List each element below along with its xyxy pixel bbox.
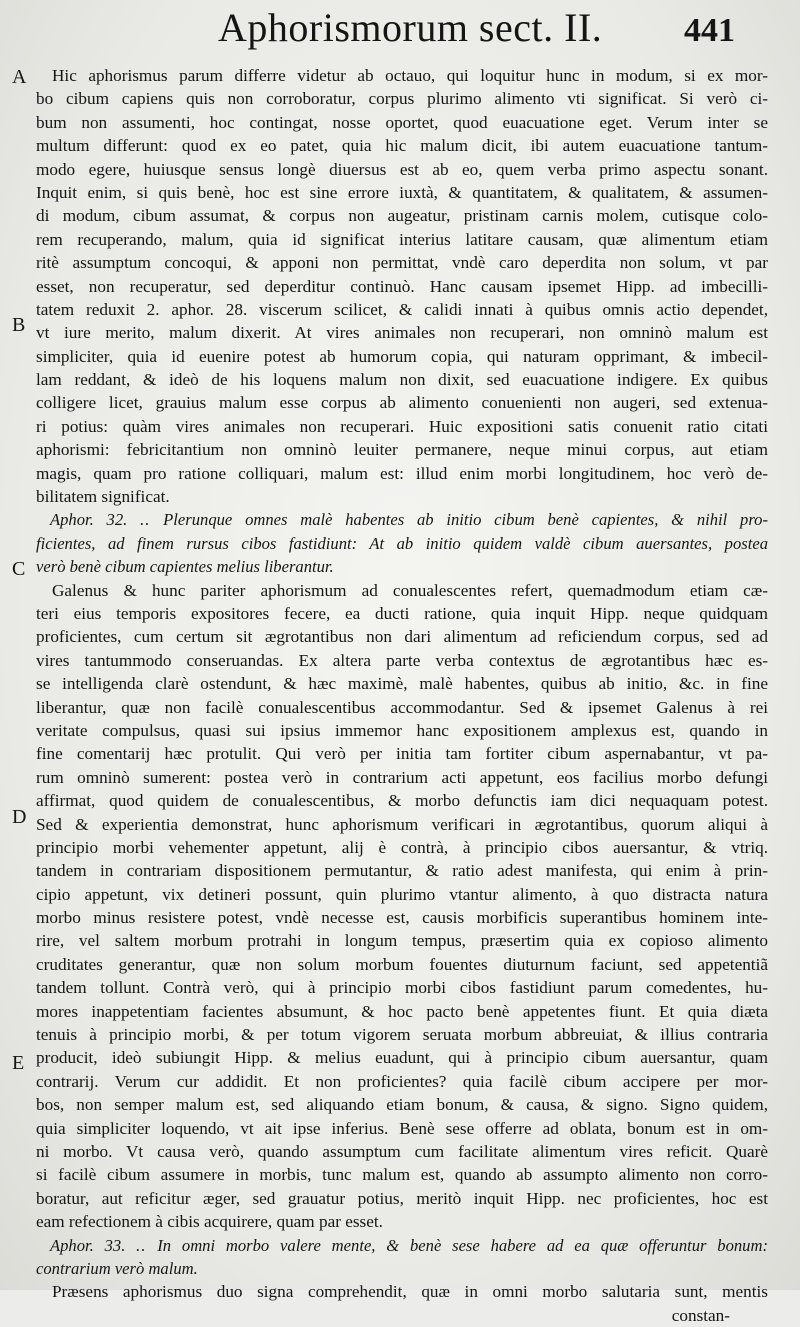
text-line: esset, non recuperatur, sed deperditur continuò. Hanc causam ipsemet Hipp. ad imbecilli-: [36, 276, 768, 296]
aphorism-line: ficientes, ad finem rursus cibos fastidiunt: At ab initio quidem valdè cibum auersantes, postea: [36, 533, 768, 553]
text-line: aphorismi: febricitantium non omninò leuiter permanere, neque minui corpus, aut etiam: [36, 440, 768, 460]
aphorism-label: Aphor. 32.: [50, 510, 128, 530]
text-line: tandem tollunt. Contrà verò, qui à principio morbi cibos fastidiunt parum comedentes, hu-: [36, 978, 768, 998]
text-line: vt iure merito, malum dixerit. At vires animales non recuperari, non omninò malum est: [36, 323, 768, 343]
text-line: producit, ideò subiungit Hipp. & melius euadunt, qui à principio cibum auersantur, quam: [36, 1048, 768, 1068]
paragraph-2: [36, 579, 768, 1234]
margin-marker-b: B: [12, 314, 26, 336]
aphorism-line: [36, 508, 768, 531]
text-line: Hic aphorismus parum differre videtur ab octauo, qui loquitur hunc in modum, si ex mor-: [52, 66, 768, 85]
running-head: Aphorismorum sect. II.: [218, 5, 603, 50]
aphorism-line: [36, 1234, 768, 1257]
aphorism-text: Plerunque omnes malè habentes ab initio cibum benè capientes, & nihil pro-: [163, 510, 768, 530]
text-line: vires tantummodo conseruandas. Ex altera parte verba contextus de ægrotantibus hæc es-: [36, 650, 768, 670]
text-line: quia simpliciter loquendo, vt ait ipse inferius. Benè sese offerre ad oblata, bonum est in om-: [36, 1118, 768, 1138]
text-line: Sed & experientia demonstrat, hunc aphorismum verificari in ægrotantibus, quorum aliqui à: [36, 814, 768, 834]
text-line: bo cibum capiens quis non corroboratur, corpus plurimo alimento vti significat. Si verò ci-: [36, 89, 768, 109]
page-header: [0, 0, 800, 56]
text-line: bilitatem significat.: [36, 487, 170, 507]
page-number: 441: [684, 12, 735, 49]
text-line: bos, non semper malum est, sed aliquando etiam bonum, & causa, & signo. Signo quidem,: [36, 1095, 768, 1115]
text-line: colligere licet, grauius malum esse corpus ab alimento conuenienti non augeri, sed extenua-: [36, 393, 768, 413]
text-line: ritè assumptum concoqui, & apponi non permittat, vndè caro deperdita non solum, vt par: [36, 253, 768, 273]
text-line: di modum, cibum assumat, & corpus non augeatur, pristinam carnis molem, cutisque colo-: [36, 206, 768, 226]
text-line: se intelligenda clarè ostendunt, & hæc maximè, malè habentes, quibus ab initio, &c. in fine: [36, 674, 768, 694]
margin-marker-c: C: [12, 558, 26, 580]
text-line: Inquit enim, si quis benè, hoc est sine errore iuxtà, & quantitatem, & qualitatem, & assumen-: [36, 182, 768, 202]
text-line: cruditates generantur, quæ non solum morbum fouentes diuturnum faciunt, sed appetentiã: [36, 954, 768, 974]
text-line: constan-: [671, 1305, 730, 1325]
aphorism-line: verò benè cibum capientes melius liberantur.: [36, 557, 334, 577]
text-line: magis, quam pro ratione colliquari, malum est: illud enim morbi longitudinem, hoc verò de-: [36, 463, 768, 483]
text-line: contrarij. Verum cur addidit. Et non proficientes? quia facilè cibum accipere per mor-: [36, 1071, 768, 1091]
text-line: si facilè cibum assumere in morbis, tunc malum est, quando ab assumpto alimento non corro-: [36, 1165, 768, 1185]
text-line: eam refectionem à cibis acquirere, quam par esset.: [36, 1212, 383, 1232]
aphorism-separator: ..: [136, 1235, 147, 1255]
text-line: cipio appetunt, vix detineri possunt, quin plurimo vtantur alimento, à quo distracta natura: [36, 884, 768, 904]
text-line: ni morbo. Vt causa verò, quando assumptum cum facilitate alimentum vires reficit. Quarè: [36, 1141, 768, 1161]
text-line: boratur, aut reficitur æger, sed grauatur potius, meritò inquit Hipp. nec proficientes, hoc est: [36, 1188, 768, 1208]
text-line: veritate compulsus, quasi sui ipsius immemor hanc expositionem amplexus est, quando in: [36, 720, 768, 740]
text-line: principio morbi vehementer appetunt, alij è contrà, à principio cibos auersantur, & vtriq.: [36, 837, 768, 857]
text-line: tandem in contrariam dispositionem permutantur, & ratio adest manifesta, qui enim à prin-: [36, 861, 768, 881]
text-line: multum differunt: quod ex eo patet, quia hic malum dicit, ibi autem euacuatione tantum-: [36, 136, 768, 156]
aphorism-32: [36, 508, 768, 578]
text-line: Galenus & hunc pariter aphorismum ad conualescentes refert, quemadmodum etiam cæ-: [52, 580, 768, 600]
margin-marker-e: E: [12, 1052, 25, 1074]
paragraph-1: [36, 64, 768, 508]
text-line: affirmat, quod quidem de conualescentibus, & morbo defunctis iam dici nequaquam potest.: [36, 791, 768, 811]
aphorism-line: contrarium verò malum.: [36, 1258, 198, 1278]
text-line: modo egere, huiusque sensus longè diuersus est ab eo, quem verba primo aspectu sonant.: [36, 159, 768, 179]
text-line: bum non assumenti, hoc contingat, nosse oportet, quod euacuatione eget. Verum inter se: [36, 112, 768, 132]
text-line: morbo minus resistere potest, vndè necesse est, causis morbificis superantibus hominem inte-: [36, 908, 768, 928]
text-line: ri potius: quàm vires animales non recuperari. Huic expositioni satis conuenit ratio citati: [36, 416, 768, 436]
text-line: rem recuperando, malum, quia id significat interius latitare causam, quæ alimentum etiam: [36, 229, 768, 249]
text-line: rum omninò sumerent: postea verò in contrarium acti appetunt, eos facilius morbo defungi: [36, 767, 768, 787]
text-line: liberantur, quæ non facilè conualescentibus accommodantur. Sed & ipsemet Galenus à rei: [36, 697, 768, 717]
margin-marker-a: A: [12, 66, 27, 88]
aphorism-text: In omni morbo valere mente, & benè sese habere ad ea quæ offeruntur bonum:: [157, 1235, 768, 1255]
text-line: proficientes, cum certum sit ægrotantibus non dari alimentum ad reficiendum corpus, sed ad: [36, 627, 768, 647]
text-line: tatem reduxit 2. aphor. 28. viscerum scilicet, & calidi innati à quibus omnis actio dependet,: [36, 299, 768, 319]
text-line: Præsens aphorismus duo signa comprehendit, quæ in omni morbo salutaria sunt, mentis: [52, 1282, 768, 1302]
paragraph-3: [36, 1280, 768, 1327]
margin-marker-d: D: [12, 806, 27, 828]
aphorism-label: Aphor. 33.: [50, 1235, 126, 1255]
text-line: lam reddant, & ideò de his loquens malum non dixit, sed euacuatione indigere. Ex quibus: [36, 370, 768, 390]
text-line: mores inappetentiam facientes absumunt, & hoc pacto benè appetentes fiunt. Et quia diæta: [36, 1001, 768, 1021]
text-line: teri eius temporis expositores fecere, ea ducti ratione, quia inquit Hipp. neque quidquam: [36, 603, 768, 623]
aphorism-33: [36, 1234, 768, 1281]
body-text: [36, 64, 768, 1327]
text-line: rire, vel saltem morbum protrahi in longum tempus, præsertim quia ex copioso alimento: [36, 931, 768, 951]
text-line: simpliciter, quia id euenire potest ab humorum copia, qui naturam opprimant, & imbecil-: [36, 346, 768, 366]
text-line: fine comentarij hæc protulit. Qui verò per initia tam fortiter cibum aspernabantur, vt pa-: [36, 744, 768, 764]
aphorism-separator: ..: [140, 510, 151, 530]
text-line: tenuis à principio morbi, & per totum vigorem seruata morbum abbreuiat, & illius contraria: [36, 1025, 768, 1045]
